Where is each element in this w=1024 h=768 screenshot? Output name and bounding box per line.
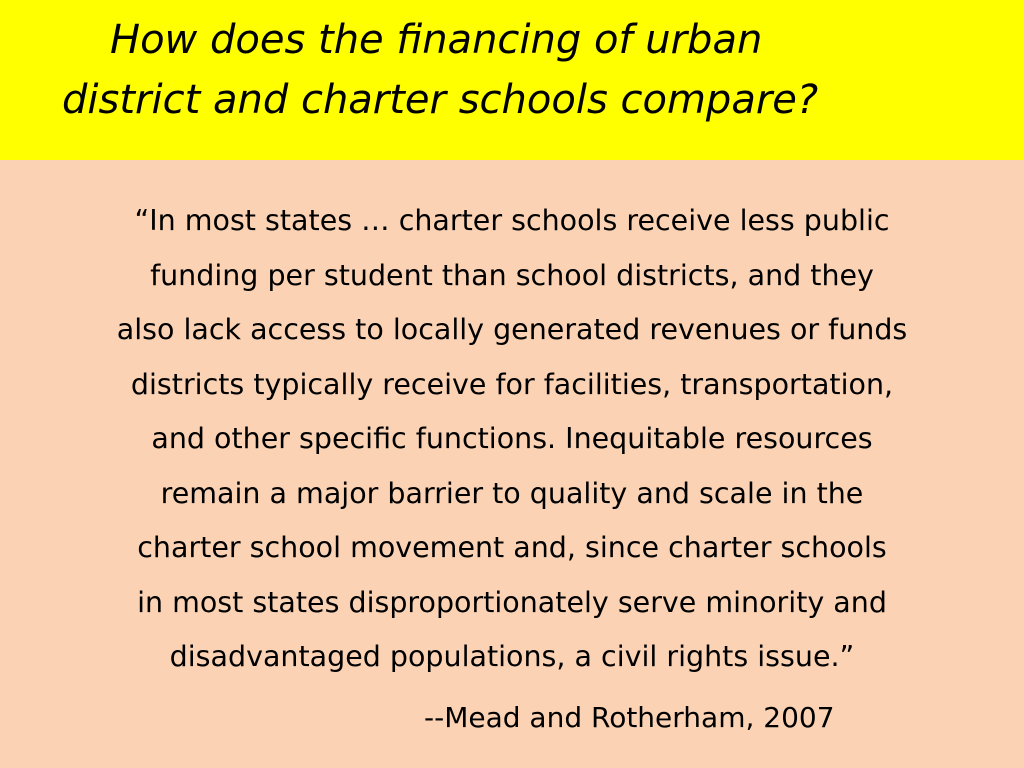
- quote-attribution: --Mead and Rotherham, 2007: [424, 701, 835, 734]
- quote-line: and other specific functions. Inequitable resources: [151, 422, 873, 455]
- quote-line: “In most states … charter schools receive less public: [134, 204, 890, 237]
- quote-line: in most states disproportionately serve minority and: [137, 585, 887, 619]
- quote-line: disadvantaged populations, a civil rights issue.”: [169, 640, 855, 673]
- quote-block: [8, 194, 1016, 685]
- quote-line: also lack access to locally generated revenues or funds: [116, 313, 908, 346]
- quote-line: remain a major barrier to quality and scale in the: [160, 476, 864, 510]
- title-banner: [0, 0, 1024, 160]
- title-line: How does the financing of urban: [110, 17, 763, 63]
- title-line: district and charter schools compare?: [62, 77, 819, 123]
- quote-line: districts typically receive for facilities, transportation,: [130, 367, 894, 401]
- quote-line: charter school movement and, since charter schools: [137, 531, 887, 564]
- quote-line: funding per student than school districts, and they: [150, 258, 874, 292]
- slide-title: [0, 10, 1024, 130]
